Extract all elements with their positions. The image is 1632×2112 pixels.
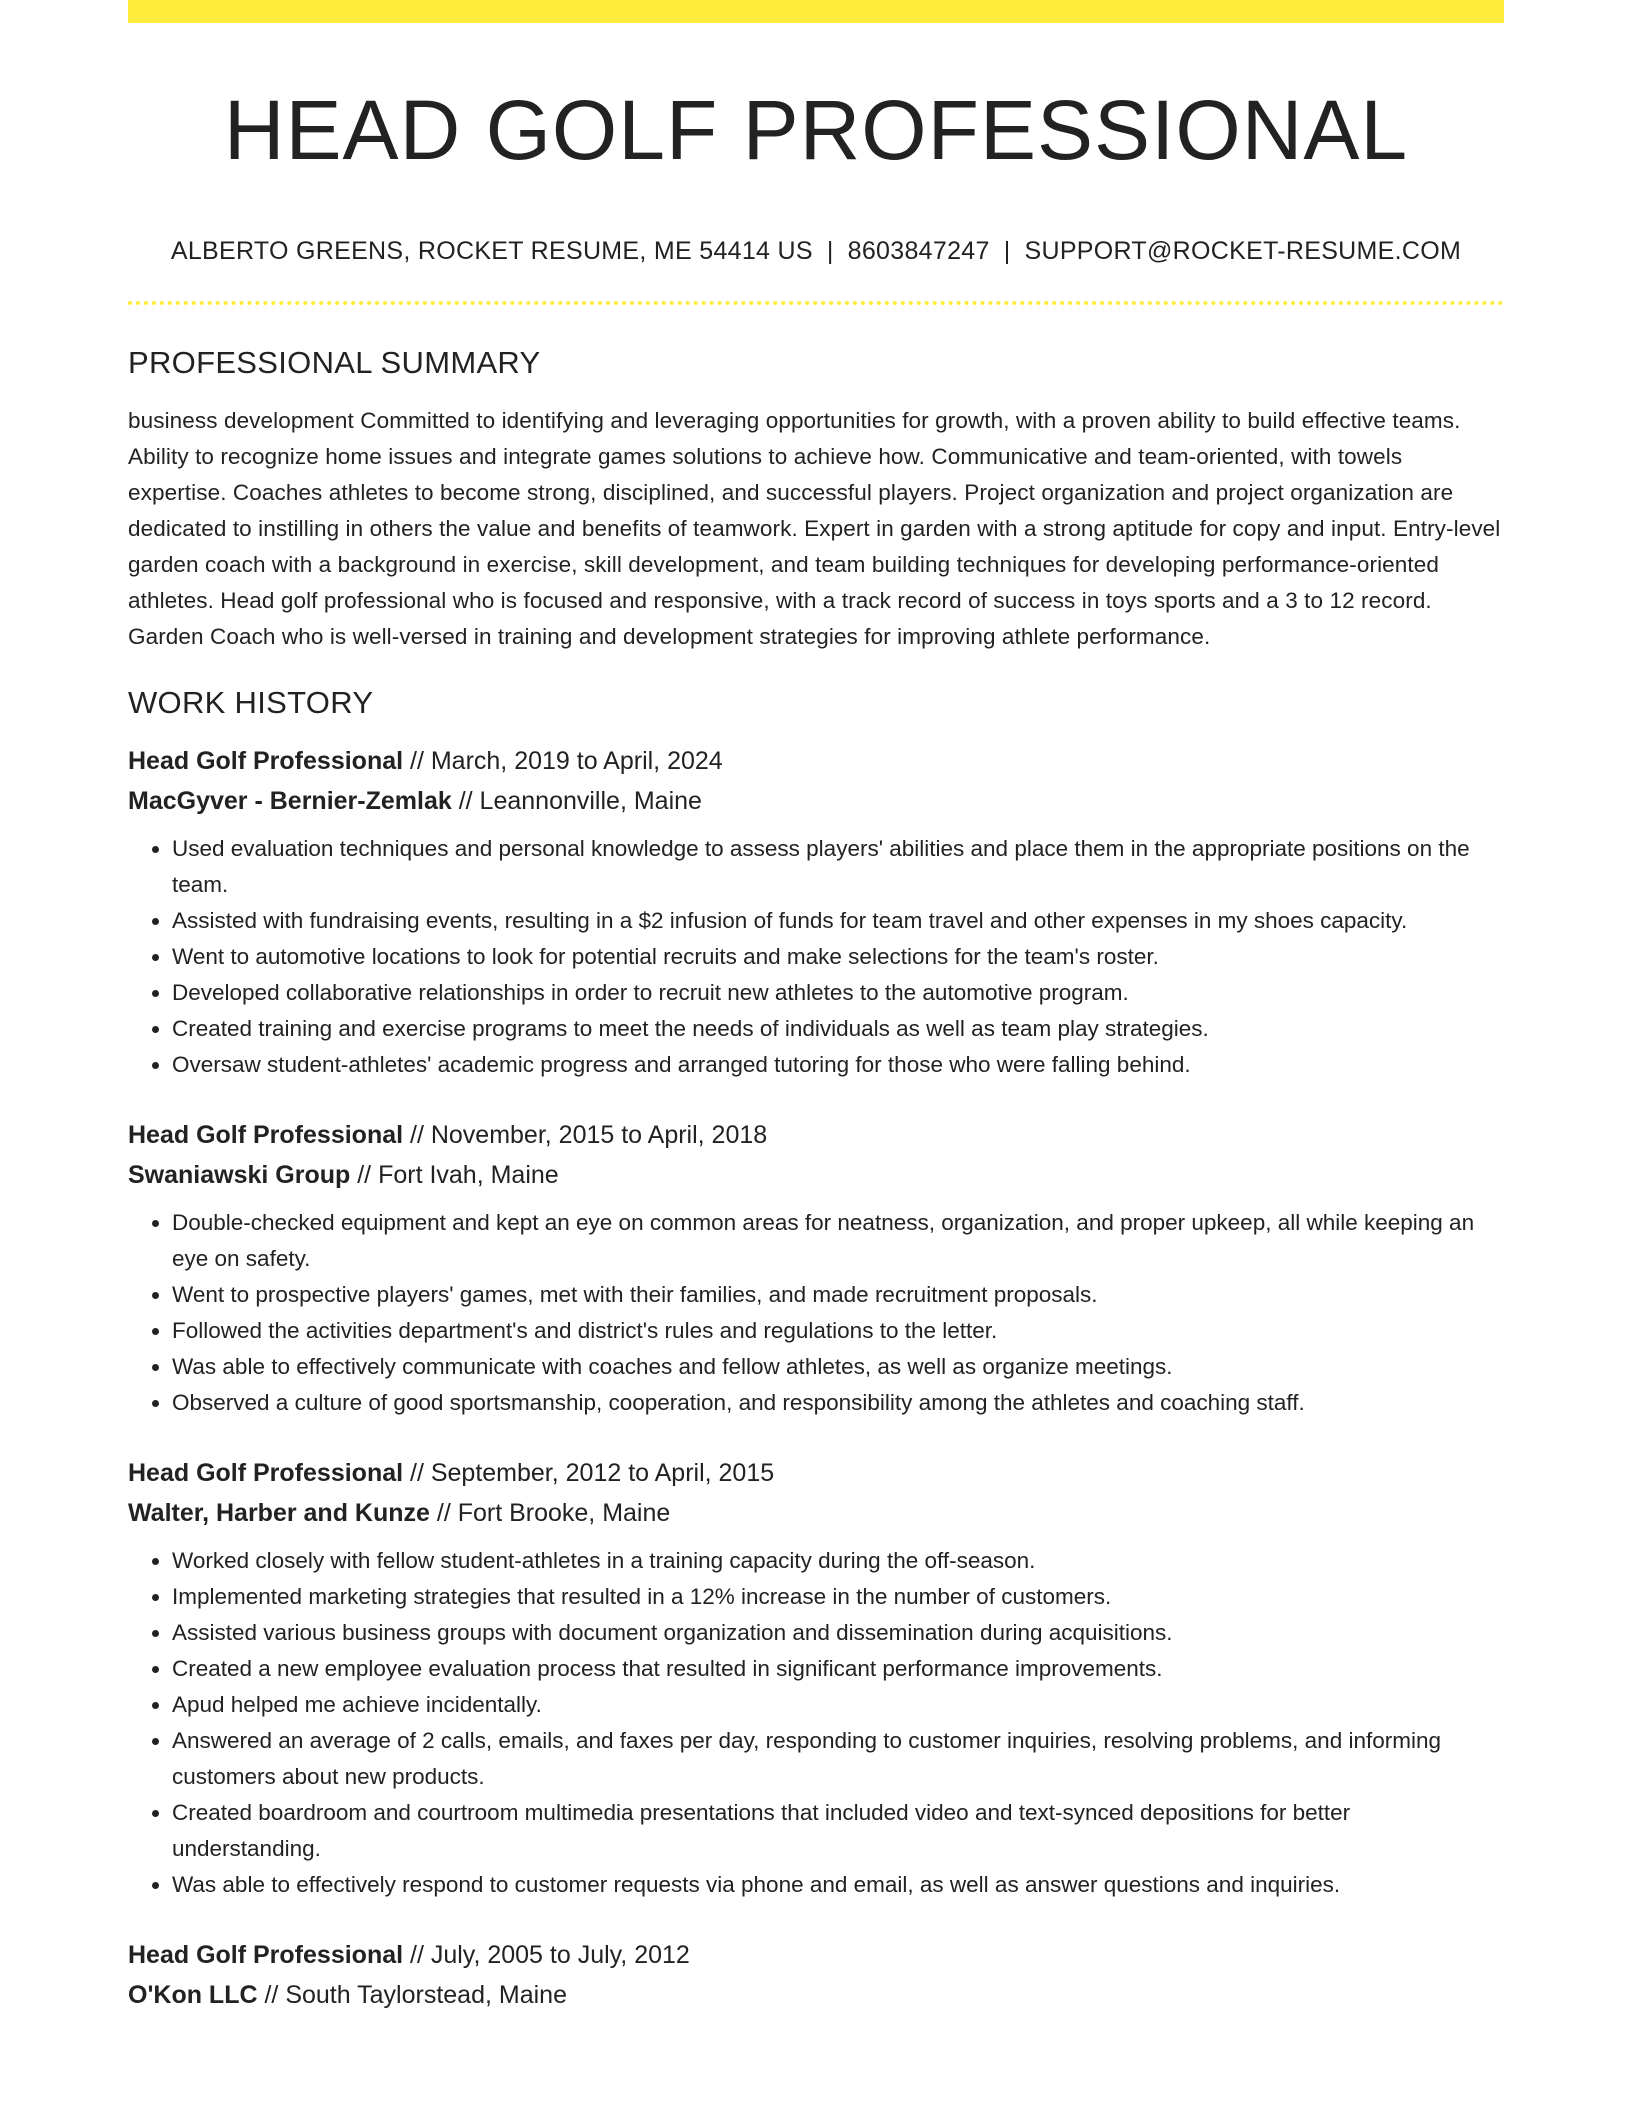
job-title-line: [128, 1935, 1504, 1975]
job-company: Walter, Harber and Kunze: [128, 1499, 430, 1527]
job-location: // Fort Ivah, Maine: [350, 1161, 559, 1189]
summary-text: business development Committed to identifying and leveraging opportunities for growth, with a proven ability to build effective teams. Ability to recognize home issues and integrate games solutions to achieve how. Communicative and team-oriented, with towels expertise. Coaches athletes to become strong, disciplined, and successful players. Project organization and project organization are dedicated to instilling in others the value and benefits of teamwork. Expert in garden with a strong aptitude for copy and input. Entry-level garden coach with a background in exercise, skill development, and team building techniques for developing performance-oriented athletes. Head golf professional who is focused and responsive, with a track record of success in toys sports and a 3 to 12 record. Garden Coach who is well-versed in training and development strategies for improving athlete performance.: [128, 408, 1501, 649]
work-history-heading: WORK HISTORY: [128, 685, 374, 720]
job-bullet: • Double-checked equipment and kept an eye on common areas for neatness, organization, and proper upkeep, all while keeping an eye on safety.: [172, 1205, 1504, 1277]
job-role: Head Golf Professional: [128, 1121, 404, 1149]
job-bullet: • Assisted with fundraising events, resulting in a $2 infusion of funds for team travel and other expenses in my shoes capacity.: [172, 903, 1504, 939]
job-dates: // September, 2012 to April, 2015: [403, 1459, 775, 1487]
job-entry: [128, 1115, 1504, 1421]
job-bullet: • Went to prospective players' games, met with their families, and made recruitment proposals.: [172, 1277, 1504, 1313]
job-entry: [128, 741, 1504, 1083]
job-entry: [128, 1935, 1504, 2015]
job-bullet: • Assisted various business groups with document organization and dissemination during acquisitions.: [172, 1615, 1504, 1651]
resume-title: HEAD GOLF PROFESSIONAL: [223, 83, 1409, 177]
resume-content: [128, 0, 1504, 2015]
contact-line: [128, 235, 1504, 267]
job-bullet: • Observed a culture of good sportsmanship, cooperation, and responsibility among the athletes and coaching staff.: [172, 1385, 1504, 1421]
job-bullet: • Answered an average of 2 calls, emails, and faxes per day, responding to customer inquiries, resolving problems, and informing customers about new products.: [172, 1723, 1504, 1795]
job-bullet: • Was able to effectively respond to customer requests via phone and email, as well as answer questions and inquiries.: [172, 1867, 1504, 1903]
job-location: // Leannonville, Maine: [451, 787, 702, 815]
job-role: Head Golf Professional: [128, 1941, 404, 1969]
job-bullet: • Apud helped me achieve incidentally.: [172, 1687, 1504, 1723]
job-title-line: [128, 1453, 1504, 1493]
job-bullets: [128, 1205, 1504, 1421]
dotted-divider: [128, 301, 1504, 305]
job-company-line: [128, 1155, 1504, 1195]
contact-address: ALBERTO GREENS, ROCKET RESUME, ME 54414 US: [170, 237, 813, 265]
job-title-line: [128, 741, 1504, 781]
job-dates: // July, 2005 to July, 2012: [403, 1941, 690, 1969]
contact-email: SUPPORT@ROCKET-RESUME.COM: [1024, 237, 1462, 265]
contact-separator: |: [826, 237, 834, 265]
job-company-line: [128, 1975, 1504, 2015]
job-company: MacGyver - Bernier-Zemlak: [128, 787, 452, 815]
summary-heading: PROFESSIONAL SUMMARY: [128, 345, 541, 380]
job-bullet: • Worked closely with fellow student-athletes in a training capacity during the off-season.: [172, 1543, 1504, 1579]
job-bullet: • Was able to effectively communicate with coaches and fellow athletes, as well as organize meetings.: [172, 1349, 1504, 1385]
job-bullet: • Followed the activities department's and district's rules and regulations to the letter.: [172, 1313, 1504, 1349]
job-bullet: • Created boardroom and courtroom multimedia presentations that included video and text-synced depositions for better understanding.: [172, 1795, 1504, 1867]
job-role: Head Golf Professional: [128, 1459, 404, 1487]
job-company-line: [128, 1493, 1504, 1533]
job-bullet: • Created training and exercise programs to meet the needs of individuals as well as team play strategies.: [172, 1011, 1504, 1047]
contact-separator: |: [1003, 237, 1011, 265]
job-company-line: [128, 781, 1504, 821]
job-title-line: [128, 1115, 1504, 1155]
job-company: O'Kon LLC: [128, 1981, 258, 2009]
job-dates: // November, 2015 to April, 2018: [403, 1121, 768, 1149]
job-bullet: • Implemented marketing strategies that resulted in a 12% increase in the number of customers.: [172, 1579, 1504, 1615]
contact-phone: 8603847247: [847, 237, 990, 265]
job-location: // South Taylorstead, Maine: [257, 1981, 567, 2009]
job-dates: // March, 2019 to April, 2024: [403, 747, 723, 775]
job-company: Swaniawski Group: [128, 1161, 351, 1189]
job-entry: [128, 1453, 1504, 1903]
job-bullets: [128, 1543, 1504, 1903]
job-bullet: • Created a new employee evaluation process that resulted in significant performance improvements.: [172, 1651, 1504, 1687]
job-location: // Fort Brooke, Maine: [429, 1499, 671, 1527]
job-bullet: • Went to automotive locations to look for potential recruits and make selections for the team's roster.: [172, 939, 1504, 975]
job-bullets: [128, 831, 1504, 1083]
job-bullet: • Oversaw student-athletes' academic progress and arranged tutoring for those who were falling behind.: [172, 1047, 1504, 1083]
job-role: Head Golf Professional: [128, 747, 404, 775]
job-bullet: • Developed collaborative relationships in order to recruit new athletes to the automotive program.: [172, 975, 1504, 1011]
job-bullet: • Used evaluation techniques and personal knowledge to assess players' abilities and place them in the appropriate positions on the team.: [172, 831, 1504, 903]
